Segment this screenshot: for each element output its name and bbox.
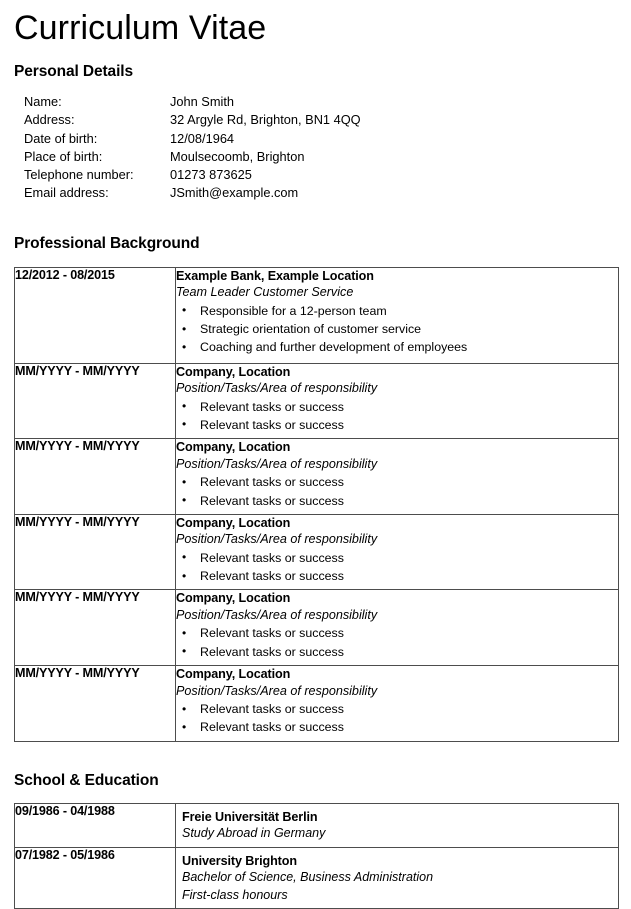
bullet-text: Relevant tasks or success — [200, 475, 344, 490]
experience-role: Position/Tasks/Area of responsibility — [176, 456, 378, 471]
experience-bullet-list — [176, 302, 618, 357]
bullet-text: Relevant tasks or success — [200, 644, 344, 659]
list-item — [176, 338, 618, 356]
experience-role: Position/Tasks/Area of responsibility — [176, 532, 378, 547]
list-item — [176, 549, 618, 567]
education-details — [176, 847, 619, 909]
experience-role: Position/Tasks/Area of responsibility — [176, 381, 378, 396]
experience-details — [176, 514, 619, 590]
experience-organisation: Company, Location — [176, 515, 291, 530]
experience-dates: MM/YYYY - MM/YYYY — [15, 666, 176, 742]
table-row — [15, 439, 619, 515]
list-item — [176, 302, 618, 320]
table-row — [15, 267, 619, 363]
education-institution: University Brighton — [182, 853, 297, 868]
education-details — [176, 803, 619, 847]
table-row — [15, 514, 619, 590]
list-item — [24, 111, 619, 129]
list-item — [176, 567, 618, 585]
personal-detail-label: Date of birth: — [24, 130, 98, 146]
experience-role: Position/Tasks/Area of responsibility — [176, 607, 378, 622]
education-detail-line: Bachelor of Science, Business Administration — [182, 870, 434, 885]
bullet-text: Relevant tasks or success — [200, 626, 344, 641]
list-item — [176, 320, 618, 338]
personal-detail-label: Place of birth: — [24, 148, 103, 164]
personal-detail-value: Moulsecoomb, Brighton — [170, 148, 305, 164]
personal-detail-label: Address: — [24, 112, 75, 128]
list-item — [176, 492, 618, 510]
experience-role: Position/Tasks/Area of responsibility — [176, 683, 378, 698]
personal-detail-label: Email address: — [24, 185, 109, 201]
experience-details — [176, 590, 619, 666]
list-item — [24, 130, 619, 148]
experience-bullet-list — [176, 473, 618, 510]
experience-details — [176, 267, 619, 363]
section-heading-school-education: School & Education — [14, 771, 159, 789]
bullet-text: Relevant tasks or success — [200, 550, 344, 565]
personal-detail-label: Name: — [24, 94, 62, 109]
list-item — [176, 416, 618, 434]
list-item — [176, 398, 618, 416]
experience-dates: MM/YYYY - MM/YYYY — [15, 363, 176, 439]
experience-organisation: Company, Location — [176, 591, 291, 606]
section-heading-professional-background: Professional Background — [14, 234, 200, 252]
education-detail-line: First-class honours — [182, 887, 288, 902]
bullet-text: Strategic orientation of customer service — [200, 322, 422, 337]
education-institution: Freie Universität Berlin — [182, 809, 318, 824]
experience-dates: MM/YYYY - MM/YYYY — [15, 514, 176, 590]
bullet-text: Coaching and further development of employees — [200, 340, 468, 355]
experience-dates: 12/2012 - 08/2015 — [15, 267, 176, 363]
experience-organisation: Example Bank, Example Location — [176, 268, 374, 283]
personal-detail-value: JSmith@example.com — [170, 185, 299, 201]
list-item — [176, 473, 618, 491]
education-detail-line: Study Abroad in Germany — [182, 826, 326, 841]
experience-bullet-list — [176, 549, 618, 586]
experience-organisation: Company, Location — [176, 667, 291, 682]
education-dates: 07/1982 - 05/1986 — [15, 847, 176, 909]
bullet-text: Relevant tasks or success — [200, 720, 344, 735]
experience-role: Team Leader Customer Service — [176, 285, 354, 300]
table-row — [15, 363, 619, 439]
list-item — [176, 643, 618, 661]
experience-dates: MM/YYYY - MM/YYYY — [15, 439, 176, 515]
experience-organisation: Company, Location — [176, 440, 291, 455]
table-row — [15, 803, 619, 847]
personal-detail-label: Telephone number: — [24, 167, 134, 183]
bullet-text: Relevant tasks or success — [200, 493, 344, 508]
list-item — [24, 148, 619, 166]
experience-bullet-list — [176, 700, 618, 737]
list-item — [176, 700, 618, 718]
experience-organisation: Company, Location — [176, 364, 291, 379]
experience-bullet-list — [176, 398, 618, 435]
list-item — [176, 718, 618, 736]
table-row — [15, 590, 619, 666]
table-row — [15, 666, 619, 742]
personal-detail-value: John Smith — [170, 94, 235, 109]
experience-dates: MM/YYYY - MM/YYYY — [15, 590, 176, 666]
experience-details — [176, 363, 619, 439]
personal-detail-value: 32 Argyle Rd, Brighton, BN1 4QQ — [170, 112, 361, 128]
school-education-table — [14, 803, 619, 909]
bullet-text: Relevant tasks or success — [200, 417, 344, 432]
experience-details — [176, 666, 619, 742]
experience-details — [176, 439, 619, 515]
bullet-text: Responsible for a 12-person team — [200, 303, 387, 318]
list-item — [24, 184, 619, 202]
list-item — [24, 166, 619, 184]
personal-detail-value: 01273 873625 — [170, 167, 252, 183]
personal-details-list — [12, 93, 619, 203]
page-title: Curriculum Vitae — [14, 9, 267, 47]
list-item — [176, 624, 618, 642]
list-item — [24, 93, 619, 111]
table-row — [15, 847, 619, 909]
bullet-text: Relevant tasks or success — [200, 399, 344, 414]
education-dates: 09/1986 - 04/1988 — [15, 803, 176, 847]
professional-background-table — [14, 267, 619, 742]
bullet-text: Relevant tasks or success — [200, 702, 344, 717]
section-heading-personal-details: Personal Details — [14, 63, 134, 80]
experience-bullet-list — [176, 624, 618, 661]
personal-detail-value: 12/08/1964 — [170, 130, 235, 146]
bullet-text: Relevant tasks or success — [200, 569, 344, 584]
